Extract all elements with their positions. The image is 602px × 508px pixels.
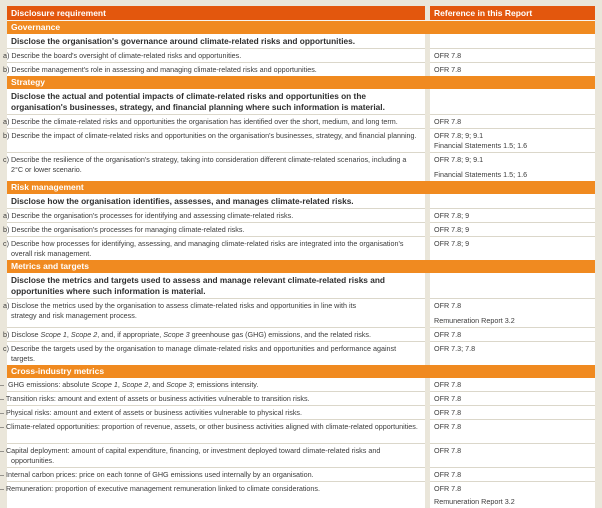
reference-text: OFR 7.8 [434, 330, 462, 339]
requirement-cell: – GHG emissions: absolute Scope 1, Scope 2, and Scope 3; emissions intensity. [7, 378, 425, 391]
reference-cell-empty [430, 273, 595, 298]
table-row [3, 298, 595, 327]
requirement-cell: a) Describe the organisation's processes for identifying and assessing climate-related risks. [7, 208, 425, 222]
reference-text: OFR 7.8 [434, 301, 462, 310]
section-intro-text: Disclose the metrics and targets used to assess and manage relevant climate-related risks and opportunities where such information is material. [7, 273, 425, 298]
table-row [3, 327, 595, 341]
section-intro-row [7, 194, 595, 208]
table-row [3, 114, 595, 128]
reference-cell [430, 48, 595, 62]
reference-text: OFR 7.8 [434, 65, 462, 74]
reference-cell [430, 208, 595, 222]
reference-cell [430, 467, 595, 481]
reference-cell [430, 298, 595, 327]
reference-text: OFR 7.8 [434, 408, 462, 417]
requirement-cell: – Climate-related opportunities: proportion of revenue, assets, or other business activities aligned with climate-related opportunities. [7, 419, 425, 443]
requirement-cell: b) Disclose Scope 1, Scope 2, and, if appropriate, Scope 3 greenhouse gas (GHG) emissions, and the related risks. [7, 327, 425, 341]
reference-text: Financial Statements 1.5; 1.6 [434, 141, 528, 150]
table-row [0, 467, 595, 481]
reference-text: Remuneration Report 3.2 [434, 316, 515, 325]
reference-cell-empty [430, 194, 595, 208]
reference-text: OFR 7.8 [434, 51, 462, 60]
requirement-cell: c) Describe how processes for identifying, assessing, and managing climate-related risks are integrated into the organisation's overall risk management. [7, 236, 425, 260]
reference-cell [430, 443, 595, 467]
requirement-cell: – Transition risks: amount and extent of assets or business activities vulnerable to transition risks. [7, 391, 425, 405]
reference-cell [430, 128, 595, 152]
table-row [3, 222, 595, 236]
table-row [3, 208, 595, 222]
reference-cell [430, 481, 595, 508]
reference-text: OFR 7.3; 7.8 [434, 344, 476, 353]
section-intro-text: Disclose the actual and potential impacts of climate-related risks and opportunities on the organisation's businesses, strategy, and financial planning where such information is material. [7, 89, 425, 114]
requirement-cell: – Remuneration: proportion of executive management remuneration linked to climate considerations. [7, 481, 425, 508]
requirement-cell: a) Describe the board's oversight of climate-related risks and opportunities. [7, 48, 425, 62]
requirement-cell: c) Describe the resilience of the organisation's strategy, taking into consideration different climate-related scenarios, including a 2°C or lower scenario. [7, 152, 425, 181]
requirement-cell: b) Describe the organisation's processes for managing climate-related risks. [7, 222, 425, 236]
section-intro-text: Disclose the organisation's governance around climate-related risks and opportunities. [7, 34, 425, 48]
reference-cell [430, 378, 595, 391]
table-row [3, 128, 595, 152]
reference-text: OFR 7.8 [434, 446, 462, 455]
reference-text: Financial Statements 1.5; 1.6 [434, 170, 528, 179]
requirement-cell: b) Describe the impact of climate-related risks and opportunities on the organisation's businesses, strategy, and financial planning. [7, 128, 425, 152]
reference-text: OFR 7.8 [434, 422, 462, 431]
reference-text: OFR 7.8; 9 [434, 225, 470, 234]
reference-cell [430, 327, 595, 341]
table-row [0, 443, 595, 467]
table-row [3, 341, 595, 365]
section-intro-row [7, 89, 595, 114]
reference-cell [430, 222, 595, 236]
section-intro-row [7, 273, 595, 298]
section-intro-text: Disclose how the organisation identifies, assesses, and manages climate-related risks. [7, 194, 425, 208]
reference-cell [430, 152, 595, 181]
table-header-row [7, 6, 595, 20]
requirement-cell: a) Describe the climate-related risks and opportunities the organisation has identified over the short, medium, and long term. [7, 114, 425, 128]
requirement-cell: – Internal carbon prices: price on each tonne of GHG emissions used internally by an organisation. [7, 467, 425, 481]
table-row [3, 48, 595, 62]
table-row [0, 391, 595, 405]
column-header-reference: Reference in this Report [430, 6, 595, 20]
section-band-governance: Governance [7, 21, 595, 34]
reference-cell [430, 236, 595, 260]
disclosure-table [0, 6, 595, 508]
requirement-text: a) Disclose the metrics used by the organisation to assess climate-related risks and opportunities in line with its strategy and risk management process. [3, 301, 357, 320]
reference-text: OFR 7.8; 9; 9.1 [434, 155, 484, 164]
reference-text: OFR 7.8 [434, 394, 462, 403]
reference-cell [430, 405, 595, 419]
reference-text: Remuneration Report 3.2 [434, 497, 515, 506]
reference-cell [430, 62, 595, 76]
reference-cell [430, 419, 595, 443]
requirement-cell: – Capital deployment: amount of capital expenditure, financing, or investment deployed toward climate-related risks and opportunities. [7, 443, 425, 467]
table-row [0, 405, 595, 419]
reference-cell-empty [430, 89, 595, 114]
requirement-cell: c) Describe the targets used by the organisation to manage climate-related risks and opportunities and performance against targets. [7, 341, 425, 365]
reference-text: OFR 7.8; 9; 9.1 [434, 131, 484, 140]
requirement-cell: b) Describe management's role in assessing and managing climate-related risks and opportunities. [7, 62, 425, 76]
table-row [0, 481, 595, 508]
reference-text: OFR 7.8; 9 [434, 239, 470, 248]
reference-text: OFR 7.8 [434, 380, 462, 389]
requirement-cell: – Physical risks: amount and extent of assets or business activities vulnerable to physical risks. [7, 405, 425, 419]
reference-cell [430, 341, 595, 365]
requirement-cell [3, 298, 425, 327]
reference-text: OFR 7.8; 9 [434, 211, 470, 220]
section-band-risk-management: Risk management [7, 181, 595, 194]
table-row [3, 152, 595, 181]
table-row [0, 419, 595, 443]
column-header-disclosure-requirement: Disclosure requirement [7, 6, 425, 20]
section-intro-row [7, 34, 595, 48]
table-row [0, 378, 595, 391]
reference-text: OFR 7.8 [434, 470, 462, 479]
reference-text: OFR 7.8 [434, 484, 462, 493]
reference-cell [430, 391, 595, 405]
section-band-metrics-and-targets: Metrics and targets [7, 260, 595, 273]
section-band-strategy: Strategy [7, 76, 595, 89]
reference-cell [430, 114, 595, 128]
reference-cell-empty [430, 34, 595, 48]
section-band-cross-industry-metrics: Cross-industry metrics [7, 365, 595, 378]
table-row [3, 236, 595, 260]
reference-text: OFR 7.8 [434, 117, 462, 126]
table-row [3, 62, 595, 76]
